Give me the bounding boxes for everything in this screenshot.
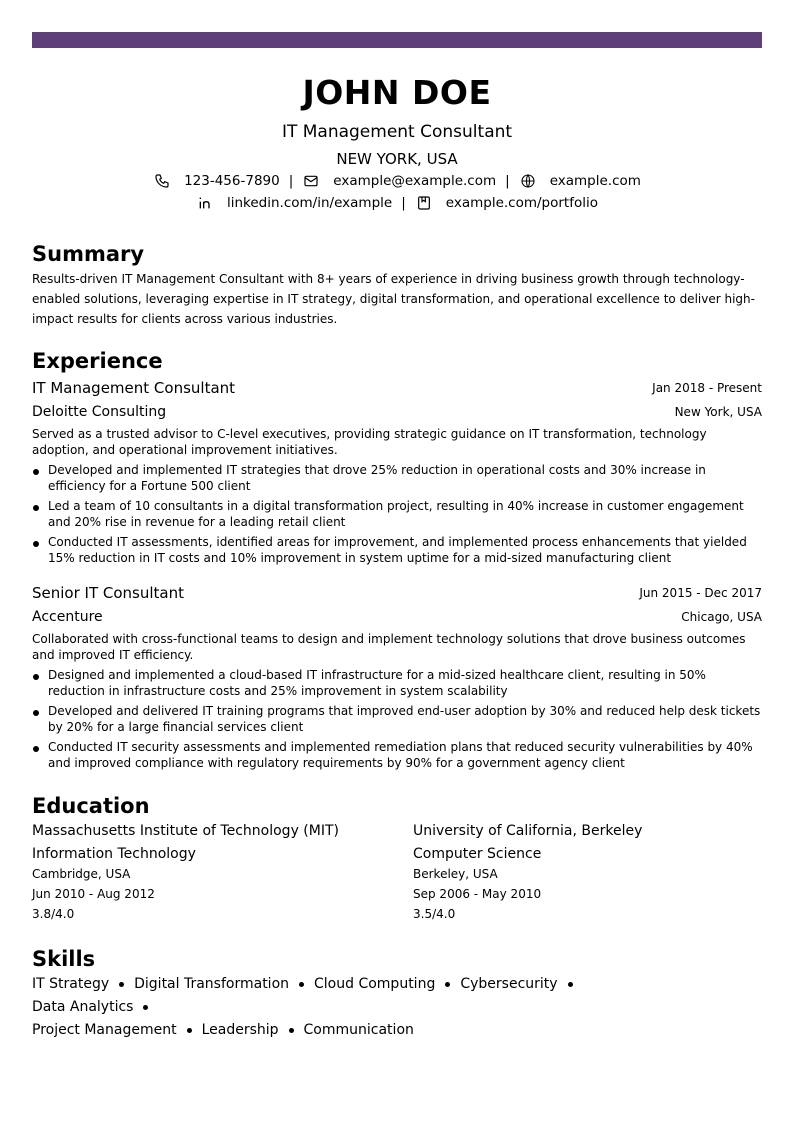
job-bullets — [32, 667, 762, 775]
job-dates: Jan 2018 - Present — [652, 381, 762, 395]
resume-header — [32, 72, 762, 213]
bullet-dot — [33, 469, 39, 475]
skill-item: Digital Transformation — [134, 976, 290, 992]
skill-separator-dot — [119, 982, 124, 987]
skill-item: Data Analytics — [32, 999, 134, 1015]
education-entry — [413, 821, 773, 924]
summary-text: Results-driven IT Management Consultant with 8+ years of experience in driving business growth through technology-enabled solutions, leveraging expertise in IT strategy, digital transformation, and operational excellence to deliver high-impact results for clients across various industries. — [32, 272, 755, 326]
website-link[interactable]: example.com — [549, 173, 641, 189]
separator: | — [505, 173, 510, 189]
globe-icon — [519, 172, 537, 190]
bullet-text: Designed and implemented a cloud-based IT infrastructure for a mid-sized healthcare client, resulting in 50% reduction in infrastructure costs and 25% improvement in system scalability — [48, 668, 706, 698]
experience-heading: Experience — [32, 349, 163, 373]
skill-item: Cybersecurity — [460, 976, 558, 992]
separator: | — [288, 173, 294, 189]
contact-row-secondary — [32, 193, 762, 213]
bullet-dot — [33, 541, 39, 547]
list-item — [32, 739, 762, 771]
job-location: Chicago, USA — [681, 610, 762, 624]
education-gpa: 3.8/4.0 — [32, 907, 75, 921]
education-location: Cambridge, USA — [32, 867, 131, 881]
job-description: Collaborated with cross-functional teams to design and implement technology solutions that drove business outcomes and improved IT efficiency. — [32, 632, 746, 662]
job-title: IT Management Consultant — [32, 379, 236, 397]
candidate-name: JOHN DOE — [302, 73, 492, 112]
list-item — [32, 534, 762, 566]
bullet-text: Developed and delivered IT training programs that improved end-user adoption by 30% and reduced help desk tickets by 20% for a large financial services client — [48, 704, 761, 734]
list-item — [32, 667, 762, 699]
education-gpa: 3.5/4.0 — [413, 907, 456, 921]
education-heading: Education — [32, 794, 150, 818]
education-entry — [32, 821, 392, 924]
education-dates: Sep 2006 - May 2010 — [413, 887, 542, 901]
bullet-dot — [33, 710, 39, 716]
skill-separator-dot — [568, 982, 573, 987]
job-location: New York, USA — [674, 405, 762, 419]
email-link[interactable]: example@example.com — [333, 173, 497, 189]
bullet-dot — [33, 505, 39, 511]
bullet-text: Developed and implemented IT strategies that drove 25% reduction in operational costs and 30% increase in efficiency for a Fortune 500 client — [48, 463, 706, 493]
list-item — [32, 462, 762, 494]
accent-bar — [32, 32, 762, 48]
list-item — [32, 703, 762, 735]
skill-item: Leadership — [201, 1022, 279, 1038]
job-description: Served as a trusted advisor to C-level executives, providing strategic guidance on IT transformation, technology adoption, and operational improvement initiatives. — [32, 427, 707, 457]
skills-heading: Skills — [32, 947, 96, 971]
skills-list — [32, 973, 672, 1042]
institution-name: Massachusetts Institute of Technology (MIT) — [32, 823, 339, 839]
linkedin-icon — [196, 194, 214, 212]
field-of-study: Computer Science — [413, 846, 542, 862]
field-of-study: Information Technology — [32, 846, 196, 862]
education-dates: Jun 2010 - Aug 2012 — [32, 887, 155, 901]
bullet-text: Led a team of 10 consultants in a digital transformation project, resulting in 40% increase in customer engagement and 20% rise in revenue for a leading retail client — [48, 499, 744, 529]
skill-item: IT Strategy — [32, 976, 110, 992]
company-name: Deloitte Consulting — [32, 404, 167, 420]
portfolio-icon — [415, 194, 433, 212]
skill-separator-dot — [143, 1005, 148, 1010]
bullet-text: Conducted IT security assessments and implemented remediation plans that reduced security vulnerabilities by 40% and improved compliance with regulatory requirements by 90% for a government agency client — [48, 740, 753, 770]
job-bullets — [32, 462, 762, 570]
skill-separator-dot — [299, 982, 304, 987]
list-item — [32, 498, 762, 530]
candidate-location: NEW YORK, USA — [336, 150, 458, 168]
job-dates: Jun 2015 - Dec 2017 — [639, 586, 762, 600]
skill-separator-dot — [289, 1028, 294, 1033]
separator: | — [401, 195, 406, 211]
skill-separator-dot — [187, 1028, 192, 1033]
bullet-dot — [33, 746, 39, 752]
email-icon — [302, 172, 320, 190]
phone-icon — [153, 172, 171, 190]
skill-item: Cloud Computing — [314, 976, 436, 992]
skill-separator-dot — [445, 982, 450, 987]
phone-number[interactable]: 123-456-7890 — [184, 173, 280, 189]
linkedin-link[interactable]: linkedin.com/in/example — [226, 195, 393, 211]
bullet-dot — [33, 674, 39, 680]
company-name: Accenture — [32, 609, 103, 625]
skill-item: Communication — [303, 1022, 414, 1038]
candidate-title: IT Management Consultant — [281, 122, 513, 142]
job-title: Senior IT Consultant — [32, 584, 184, 602]
bullet-text: Conducted IT assessments, identified areas for improvement, and implemented process enhancements that yielded 15% reduction in IT costs and 10% improvement in system uptime for a mid-sized manufacturing client — [48, 535, 747, 565]
portfolio-link[interactable]: example.com/portfolio — [445, 195, 598, 211]
contact-row-primary — [32, 171, 762, 191]
education-location: Berkeley, USA — [413, 867, 498, 881]
summary-heading: Summary — [32, 242, 145, 266]
skill-item: Project Management — [32, 1022, 177, 1038]
institution-name: University of California, Berkeley — [413, 823, 643, 839]
